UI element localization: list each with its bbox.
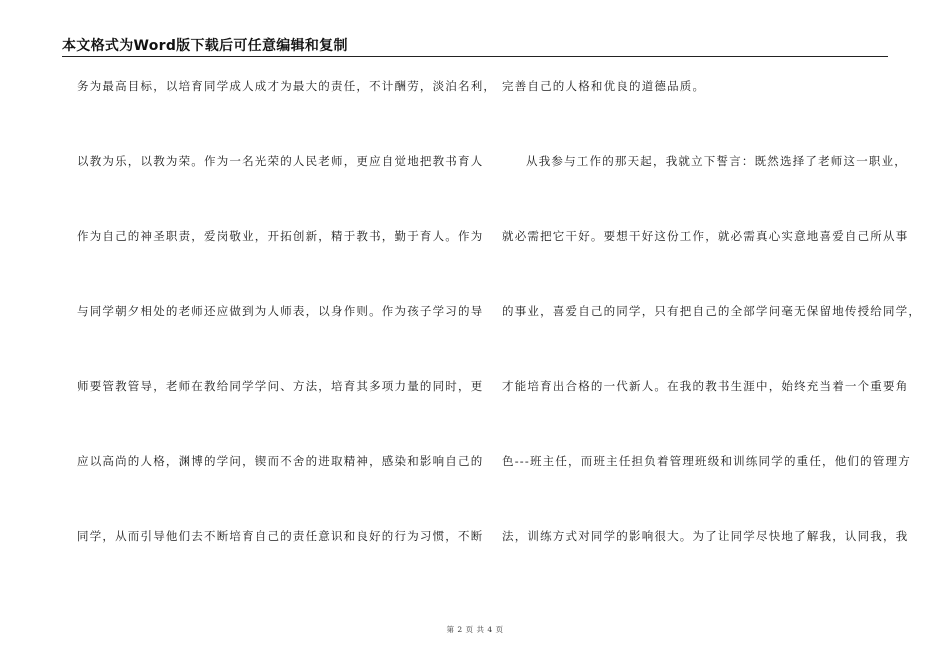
text-line: 以教为乐，以教为荣。作为一名光荣的人民老师，更应自觉地把教书育人 (77, 154, 484, 168)
document-header (62, 34, 888, 57)
paragraph-start-line: 从我参与工作的那天起，我就立下誓言：既然选择了老师这一职业， (526, 154, 907, 168)
text-line: 作为自己的神圣职责，爱岗敬业，开拓创新，精于教书，勤于育人。作为 (77, 229, 484, 243)
text-line: 的事业，喜爱自己的同学，只有把自己的全部学问毫无保留地传授给同学， (502, 304, 922, 318)
text-line: 法，训练方式对同学的影响很大。为了让同学尽快地了解我，认同我，我 (502, 529, 909, 543)
text-line: 就必需把它干好。要想干好这份工作，就必需真心实意地喜爱自己所从事 (502, 229, 909, 243)
text-line: 同学，从而引导他们去不断培育自己的责任意识和良好的行为习惯，不断 (77, 529, 484, 543)
text-line: 应以高尚的人格，渊博的学问，锲而不舍的进取精神，感染和影响自己的 (77, 454, 484, 468)
text-line: 才能培育出合格的一代新人。在我的教书生涯中，始终充当着一个重要角 (502, 379, 909, 393)
text-line: 务为最高目标，以培育同学成人成才为最大的责任，不计酬劳，淡泊名利， (77, 79, 497, 93)
header-title: 本文格式为Word版下载后可任意编辑和复制 (62, 38, 348, 54)
text-line: 色---班主任，而班主任担负着管理班级和训练同学的重任，他们的管理方 (502, 454, 911, 468)
page-number: 第 2 页 共 4 页 (446, 625, 504, 634)
text-line: 完善自己的人格和优良的道德品质。 (502, 79, 706, 93)
text-line: 师要管教管导，老师在教给同学学问、方法，培育其多项力量的同时，更 (77, 379, 484, 393)
text-line: 与同学朝夕相处的老师还应做到为人师表，以身作则。作为孩子学习的导 (77, 304, 484, 318)
